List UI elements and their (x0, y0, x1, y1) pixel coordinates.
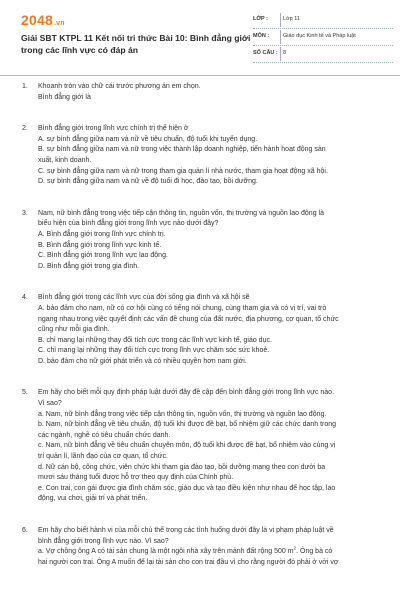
question-text: Em hãy cho biết hành vi của mỗi chủ thể trong các tình huống dưới đây là vi phạm pháp luật về (38, 527, 334, 534)
logo-suffix-text: .vn (53, 20, 65, 27)
question-text: Bình đẳng giới trong lĩnh vực chính trị thể hiện ở (38, 125, 189, 133)
header-divider (0, 75, 400, 76)
sub-item: a. Nam, nữ bình đẳng trong việc tiếp cận thông tin, nguồn vốn, thị trường và nguồn lao động. (38, 410, 327, 418)
answer-option: D. sự bình đẳng giữa nam và nữ về độ tuổi đi học, đào tạo, bồi dưỡng. (38, 178, 258, 186)
answer-option: A. bảo đảm cho nam, nữ có cơ hội cùng có tiếng nói chung, cùng tham gia và có vị trí, vai trò (38, 304, 327, 312)
question-number: 2. (22, 125, 28, 133)
sub-item: c. Nam, nữ bình đẳng về tiêu chuẩn chuyên môn, độ tuổi khi được đề bạt, bổ nhiệm vào cùng vị (38, 442, 336, 450)
answer-option: B. chỉ mang lại những thay đổi tích cực trong các lĩnh vực kinh tế, giáo dục. (38, 336, 272, 344)
answer-option: B. sự bình đẳng giữa nam và nữ trong việc thành lập doanh nghiệp, tiến hành hoạt động sản (38, 146, 326, 154)
question-2 (0, 124, 400, 188)
sub-item-text-tail: . Ông bà có (296, 548, 333, 556)
meta-table (253, 12, 393, 63)
question-6 (0, 526, 400, 568)
answer-option: C. sự bình đẳng giữa nam và nữ trong tham gia quản lí nhà nước, tham gia hoạt động xã hội. (38, 167, 328, 175)
question-5 (0, 388, 400, 505)
sub-item: b. Nam, nữ bình đẳng về tiêu chuẩn, độ tuổi khi được đề bạt, bổ nhiệm giữ các chức danh trong (38, 421, 337, 429)
answer-option: A. sự bình đẳng giữa nam và nữ về tiêu chuẩn, độ tuổi khi tuyển dụng. (38, 135, 258, 143)
meta-row-subject (253, 29, 393, 46)
sub-item (38, 547, 380, 558)
sub-item: mươi sáu tháng tuổi được hỗ trợ theo quy định của Chính phủ. (38, 474, 234, 482)
answer-option: C. Bình đẳng giới trong lĩnh vực lao động. (38, 252, 168, 260)
answer-option: C. chỉ mang lại những thay đổi tích cực trong lĩnh vực chăm sóc sức khoẻ. (38, 347, 270, 355)
meta-value-subject: Giáo dục Kinh tế và Pháp luật (283, 33, 356, 39)
meta-divider (280, 47, 281, 61)
answer-option: ngang nhau trong việc quyết định các vấn đề chung của đất nước, địa phương, cơ quan, tổ chức (38, 315, 339, 323)
site-logo[interactable] (21, 12, 65, 32)
question-text: bình đẳng giới trong lĩnh vực nào. Vì sao? (38, 537, 169, 545)
sub-item: e. Con trai, con gái được gia đình chăm sóc, giáo dục và tạo điều kiện như nhau để học tập, lao (38, 484, 336, 492)
meta-divider (280, 13, 281, 27)
sub-item: hai người con trai. Ông A muốn để lại tài sản cho con trai đầu vì cho rằng người đó phải ở với vợ (38, 558, 339, 566)
answer-option: cũng như mỗi gia đình. (38, 326, 110, 334)
question-text: Khoanh tròn vào chữ cái trước phương án em chọn. (38, 83, 201, 90)
question-1 (0, 82, 400, 103)
question-text: biểu hiện của bình đẳng giới trong lĩnh vực nào dưới đây? (38, 220, 219, 228)
answer-option: B. Bình đẳng giới trong lĩnh vực kinh tế. (38, 241, 162, 249)
question-text: Nam, nữ bình đẳng trong việc tiếp cận thông tin, nguồn vốn, thị trường và nguồn lao động là (38, 209, 324, 217)
question-number: 3. (22, 209, 28, 217)
question-text: Bình đẳng giới là (38, 93, 91, 101)
question-4 (0, 293, 400, 367)
meta-row-class (253, 12, 393, 29)
sub-item: động, vui chơi, giải trí và phát triển. (38, 495, 148, 503)
document-header (0, 0, 400, 75)
sub-item: d. Nữ cán bộ, công chức, viên chức khi tham gia đào tạo, bồi dưỡng mang theo con dưới ba (38, 463, 326, 471)
meta-divider (280, 30, 281, 44)
logo-main-text: 2048 (21, 12, 53, 28)
question-text: Em hãy cho biết mỗi quy định pháp luật dưới đây đề cập đến bình đẳng giới trong lĩnh vực nào. (38, 389, 335, 397)
questions-list (0, 82, 400, 568)
sub-item-text: a. Vợ chồng ông A có tài sản chung là một ngôi nhà xây trên mảnh đất rộng 500 m (38, 548, 294, 556)
answer-option: A. Bình đẳng giới trong lĩnh vực chính trị. (38, 230, 166, 238)
question-number: 1. (22, 83, 28, 90)
document-title: Giải SBT KTPL 11 Kết nối tri thức Bài 10: Bình đẳng giới trong các lĩnh vực có đáp án (21, 33, 251, 55)
answer-option: D. Bình đẳng giới trong gia đình. (38, 262, 140, 270)
meta-label-question-count: SỐ CÂU : (253, 50, 278, 56)
answer-option: xuất, kinh doanh. (38, 156, 92, 164)
question-text: Vì sao? (38, 400, 62, 408)
question-3 (0, 209, 400, 273)
meta-value-class: Lớp 11 (283, 16, 300, 22)
question-number: 4. (22, 294, 28, 302)
superscript: 2 (293, 545, 297, 551)
sub-item: các ngành, nghề có tiêu chuẩn chức danh. (38, 431, 171, 439)
meta-label-class: LỚP : (253, 16, 268, 22)
question-text: Bình đẳng giới trong các lĩnh vực của đời sống gia đình và xã hội sẽ (38, 294, 250, 302)
meta-row-question-count (253, 46, 393, 63)
meta-value-question-count: 8 (283, 50, 287, 56)
question-number: 5. (22, 389, 28, 397)
answer-option: D. bảo đảm cho nữ giới phát triển và có nhiều quyền hơn nam giới. (38, 357, 247, 365)
sub-item: trí quản lí, lãnh đạo của cơ quan, tổ chức. (38, 453, 168, 461)
question-number: 6. (22, 527, 28, 534)
meta-label-subject: MÔN : (253, 33, 270, 39)
